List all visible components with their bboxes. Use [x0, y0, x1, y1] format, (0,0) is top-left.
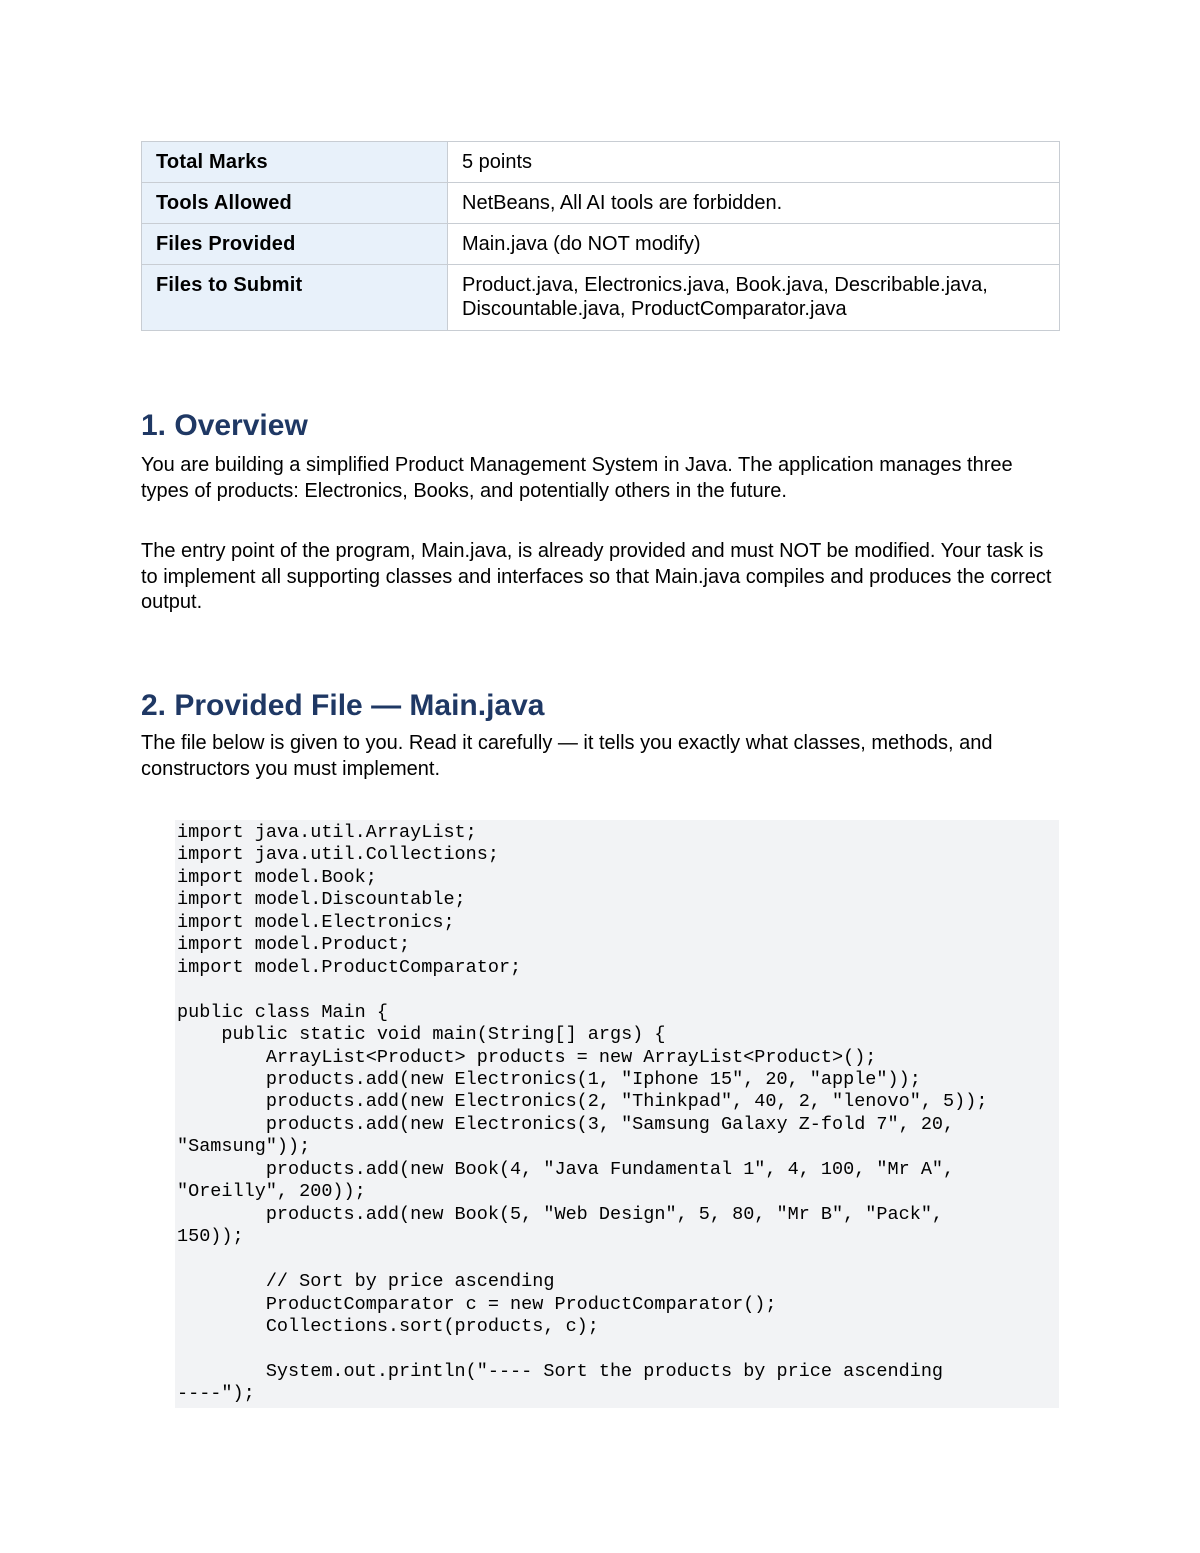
table-row [142, 142, 1060, 183]
code-block [175, 820, 1059, 1408]
info-label: Tools Allowed [142, 183, 448, 224]
overview-heading: 1. Overview [141, 409, 308, 442]
table-row [142, 265, 1060, 331]
info-value: Main.java (do NOT modify) [448, 224, 1060, 265]
overview-paragraph-1: You are building a simplified Product Management System in Java. The application manages three types of products: Electronics, Books, and potentially others in the future. [141, 454, 1013, 502]
overview-paragraph-2: The entry point of the program, Main.java, is already provided and must NOT be modified. Your task is to implement all supporting classes and interfaces so that Main.java compiles and produces the correct output. [141, 540, 1052, 613]
code-listing: import java.util.ArrayList; import java.util.Collections; import model.Book; import model.Discountable; import model.Electronics; import model.Product; import model.ProductComparator; public class Main { public static void main(String[] args) { ArrayList<Product> products = new ArrayList<Product>(); products.add(new Electronics(1, "Iphone 15", 20, "apple")); products.add(new Electronics(2, "Thinkpad", 40, 2, "lenovo", 5)); products.add(new Electronics(3, "Samsung Galaxy Z-fold 7", 20, "Samsung")); products.add(new Book(4, "Java Fundamental 1", 4, 100, "Mr A", "Oreilly", 200)); products.add(new Book(5, "Web Design", 5, 80, "Mr B", "Pack", 150)); // Sort by price ascending ProductComparator c = new ProductComparator(); Collections.sort(products, c); System.out.println("---- Sort the products by price ascending ----"); [177, 822, 988, 1405]
provided-file-heading: 2. Provided File — Main.java [141, 689, 545, 722]
info-label: Files to Submit [142, 265, 448, 331]
info-value: NetBeans, All AI tools are forbidden. [448, 183, 1060, 224]
table-row [142, 224, 1060, 265]
assignment-info-table [141, 141, 1060, 331]
info-value: Product.java, Electronics.java, Book.java, Describable.java, Discountable.java, ProductComparator.java [448, 265, 1060, 331]
info-label: Total Marks [142, 142, 448, 183]
provided-file-paragraph: The file below is given to you. Read it carefully — it tells you exactly what classes, methods, and constructors you must implement. [141, 732, 993, 780]
info-value: 5 points [448, 142, 1060, 183]
table-row [142, 183, 1060, 224]
info-label: Files Provided [142, 224, 448, 265]
